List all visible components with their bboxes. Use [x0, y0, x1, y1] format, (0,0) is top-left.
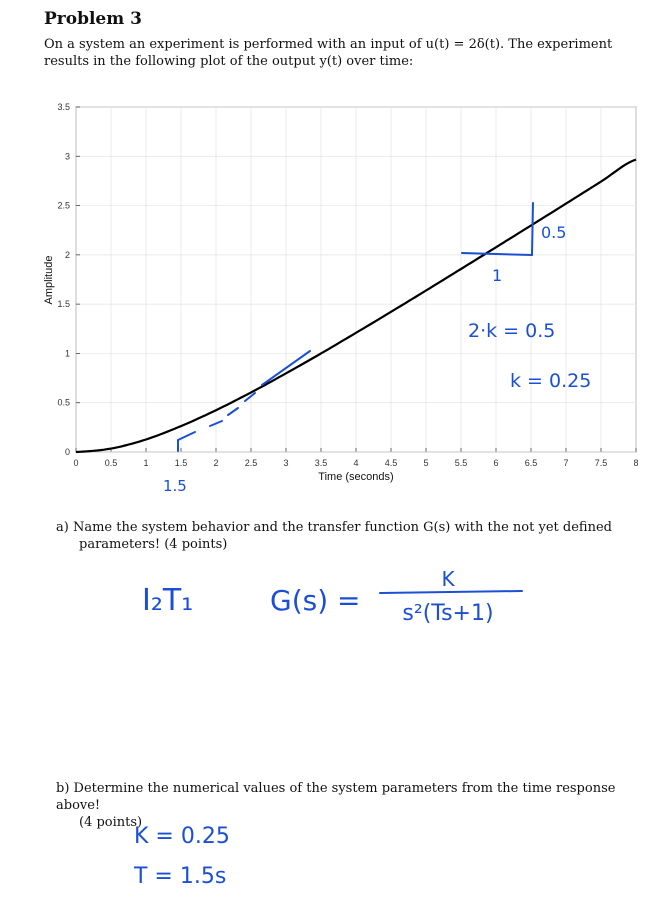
- answer-lhs: G(s) =: [270, 584, 361, 617]
- x-tick-label: 1: [143, 458, 149, 468]
- y-tick-label: 3: [64, 151, 70, 162]
- x-tick-label: 8: [633, 458, 639, 468]
- slope-run-label: 1: [492, 266, 503, 285]
- question-b-line-1: b) Determine the numerical values of the system parameters from the time response above!: [56, 781, 616, 813]
- x-tick-label: 2: [213, 458, 219, 468]
- answer-t: T = 1.5s: [134, 864, 227, 889]
- answer-denominator: s²(Ts+1): [402, 601, 494, 626]
- y-tick-label: 3.5: [57, 102, 70, 112]
- y-tick-label: 0: [64, 447, 70, 457]
- problem-intro: [44, 36, 624, 70]
- x-tick-label: 2.5: [244, 458, 258, 468]
- x-tick-label: 0: [73, 458, 79, 468]
- slope-rise-label: 0.5: [541, 223, 567, 242]
- x-tick-label: 3: [283, 458, 289, 468]
- x-tick-label: 4.5: [384, 458, 398, 468]
- x-tick-label: 0.5: [104, 458, 118, 468]
- x-tick-label: 7.5: [594, 458, 608, 468]
- answer-k: K = 0.25: [134, 824, 230, 849]
- fraction-bar: [380, 591, 522, 593]
- question-a-line-2: parameters! (4 points): [79, 537, 228, 552]
- y-tick-label: 2: [64, 249, 70, 260]
- question-a: [56, 519, 616, 553]
- y-axis-label: Amplitude: [43, 255, 55, 305]
- calc-line-2: k = 0.25: [510, 370, 592, 392]
- answer-behavior: I₂T₁: [142, 583, 194, 618]
- answer-a: [130, 560, 550, 640]
- y-tick-label: 2.5: [57, 200, 70, 211]
- x-tick-label: 7: [563, 458, 569, 468]
- x-tick-label: 6: [493, 458, 499, 468]
- y-tick-label: 0.5: [57, 397, 70, 408]
- intercept-label: 1.5: [163, 477, 187, 495]
- x-tick-label: 1.5: [174, 458, 188, 468]
- problem-title: Problem 3: [44, 9, 142, 29]
- x-axis-label: Time (seconds): [318, 471, 394, 483]
- x-tick-label: 5: [423, 458, 429, 468]
- response-plot: [0, 95, 666, 495]
- question-b-line-2: (4 points): [79, 815, 143, 830]
- plot-area: [43, 102, 639, 483]
- calc-line-1: 2·k = 0.5: [468, 320, 556, 342]
- x-tick-label: 5.5: [454, 458, 468, 468]
- intro-line-1: On a system an experiment is performed with an input of u(t) = 2δ(t). The experiment: [44, 37, 613, 52]
- x-tick-label: 6.5: [524, 458, 538, 468]
- y-tick-label: 1.5: [57, 299, 70, 310]
- x-tick-label: 3.5: [314, 458, 328, 468]
- answer-b: [130, 815, 330, 905]
- answer-numerator: K: [441, 567, 455, 591]
- question-a-line-1: a) Name the system behavior and the transfer function G(s) with the not yet defined: [56, 520, 612, 535]
- intro-line-2: results in the following plot of the output y(t) over time:: [44, 54, 414, 69]
- x-tick-label: 4: [353, 458, 359, 468]
- y-tick-label: 1: [64, 348, 70, 359]
